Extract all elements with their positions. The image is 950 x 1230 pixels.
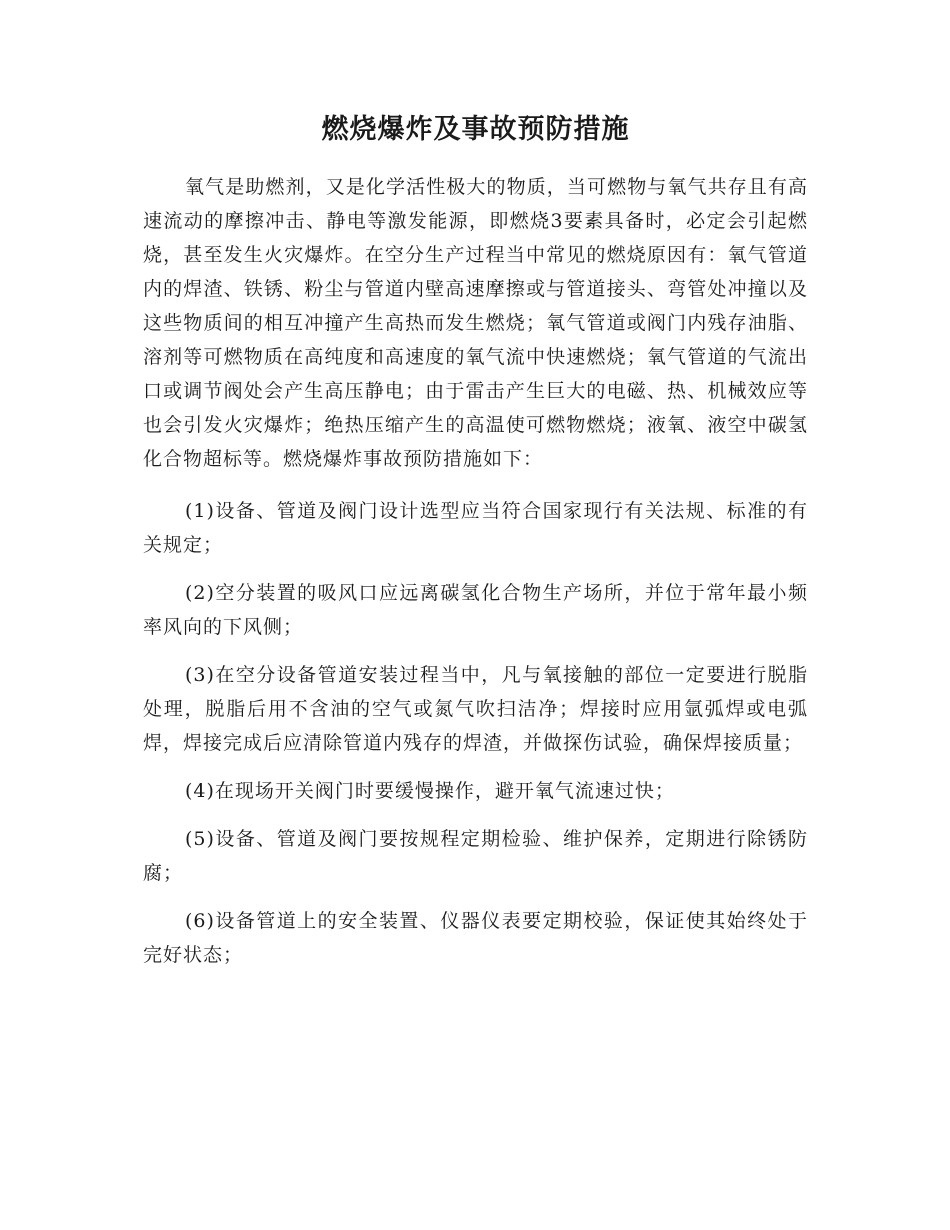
measure-item-4: (4)在现场开关阀门时要缓慢操作，避开氧气流速过快； [185,780,675,802]
measure-item-3: (3)在空分设备管道安装过程当中，凡与氧接触的部位一定要进行脱脂处理，脱脂后用不含油的空气或氮气吹扫洁净；焊接时应用氩弧焊或电弧焊，焊接完成后应清除管道内残存的焊渣，并做探伤试验，确保焊接质量； [143,664,808,754]
measure-item-6: (6)设备管道上的安全装置、仪器仪表要定期校验，保证使其始终处于完好状态； [143,910,808,966]
document-page [143,110,808,986]
measure-item-2: (2)空分装置的吸风口应远离碳氢化合物生产场所，并位于常年最小频率风向的下风侧； [143,582,808,638]
intro-paragraph: 氧气是助燃剂，又是化学活性极大的物质，当可燃物与氧气共存且有高速流动的摩擦冲击、静电等激发能源，即燃烧3要素具备时，必定会引起燃烧，甚至发生火灾爆炸。在空分生产过程当中常见的燃烧原因有：氧气管道内的焊渣、铁锈、粉尘与管道内壁高速摩擦或与管道接头、弯管处冲撞以及这些物质间的相互冲撞产生高热而发生燃烧；氧气管道或阀门内残存油脂、溶剂等可燃物质在高纯度和高速度的氧气流中快速燃烧；氧气管道的气流出口或调节阀处会产生高压静电；由于雷击产生巨大的电磁、热、机械效应等也会引发火灾爆炸；绝热压缩产生的高温使可燃物燃烧；液氧、液空中碳氢化合物超标等。燃烧爆炸事故预防措施如下： [143,176,808,470]
measure-item-5: (5)设备、管道及阀门要按规程定期检验、维护保养，定期进行除锈防腐； [143,828,808,884]
document-title: 燃烧爆炸及事故预防措施 [321,114,630,145]
measure-item-1: (1)设备、管道及阀门设计选型应当符合国家现行有关法规、标准的有关规定； [143,500,808,556]
